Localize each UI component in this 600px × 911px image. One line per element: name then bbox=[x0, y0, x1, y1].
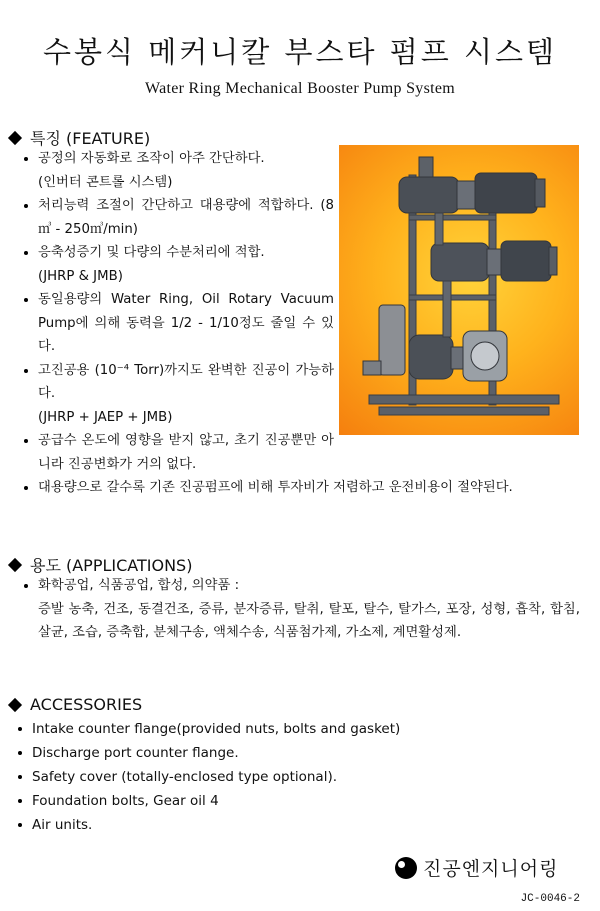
feature-list bbox=[24, 147, 513, 500]
accessory-item: Discharge port counter flange. bbox=[18, 741, 578, 765]
company-logo bbox=[395, 854, 558, 881]
top-coupling bbox=[457, 181, 475, 209]
feature-item-line: 처리능력 조절이 간단하고 대용량에 적합하다. (8㎥ - 250㎥/min) bbox=[38, 198, 334, 237]
feature-item-line: (JHRP + JAEP + JMB) bbox=[38, 409, 173, 425]
feature-item bbox=[24, 288, 334, 359]
feature-item-line: 고진공용 (10⁻⁴ Torr)까지도 완벽한 진공이 가능하다. bbox=[38, 362, 334, 401]
diamond-bullet-icon bbox=[8, 130, 22, 144]
accessories-list bbox=[18, 717, 578, 837]
feature-item bbox=[24, 194, 334, 241]
frame-beam bbox=[409, 215, 496, 220]
top-booster-body bbox=[399, 177, 459, 213]
applications-detail: 증발 농축, 건조, 동결건조, 증류, 분자증류, 탈취, 탈포, 탈수, 탈가스, 포장, 성형, 흡착, 합침, 살균, 조습, 증축합, 분체구송, 액체수송, 식품첨가제, 가소제, 계면활성제. bbox=[38, 601, 580, 640]
accessory-item: Intake counter flange(provided nuts, bolts and gasket) bbox=[18, 717, 578, 741]
accessory-item: Air units. bbox=[18, 813, 578, 837]
feature-item-line: 공정의 자동화로 조작이 아주 간단하다. bbox=[38, 151, 265, 166]
document-code: JC-0046-2 bbox=[520, 893, 580, 905]
base-rail bbox=[379, 407, 549, 415]
feature-item-line: 공급수 온도에 영향을 받지 않고, 초기 진공뿐만 아니라 진공변화가 거의 없다. bbox=[38, 433, 334, 472]
feature-item bbox=[24, 476, 593, 500]
booster-pump-illustration bbox=[339, 145, 579, 435]
separator-tank bbox=[379, 305, 405, 375]
feature-item-line: 응축성증기 및 다량의 수분처리에 적합. bbox=[38, 245, 265, 260]
feature-item-line: (JHRP & JMB) bbox=[38, 268, 123, 284]
applications-category: 화학공업, 식품공업, 합성, 의약품 : bbox=[38, 578, 240, 593]
feature-item-line: (인버터 콘트롤 시스템) bbox=[38, 174, 173, 190]
diamond-bullet-icon bbox=[8, 557, 22, 571]
company-name: 진공엔지니어링 bbox=[423, 858, 559, 880]
mid-booster-body bbox=[431, 243, 489, 281]
feature-heading bbox=[8, 126, 150, 149]
drain-pipe bbox=[363, 361, 381, 375]
accessories-heading-text: ACCESSORIES bbox=[30, 695, 143, 714]
top-inlet-pipe bbox=[419, 157, 433, 177]
company-logo-icon bbox=[395, 857, 417, 879]
feature-item-line: 대용량으로 갈수록 기존 진공펌프에 비해 투자비가 저렴하고 운전비용이 절약된다. bbox=[38, 480, 513, 495]
connecting-pipe bbox=[435, 213, 443, 245]
accessory-item: Safety cover (totally-enclosed type optional). bbox=[18, 765, 578, 789]
page-title-english: Water Ring Mechanical Booster Pump System bbox=[144, 80, 456, 97]
mid-motor bbox=[501, 241, 551, 281]
mid-motor-fan-cover bbox=[549, 247, 557, 275]
diamond-bullet-icon bbox=[8, 697, 22, 711]
feature-item bbox=[24, 429, 334, 476]
connecting-pipe bbox=[443, 281, 451, 337]
top-motor bbox=[475, 173, 537, 213]
top-motor-fan-cover bbox=[535, 179, 545, 207]
feature-item bbox=[24, 241, 334, 288]
frame-beam bbox=[409, 295, 496, 300]
applications-heading-text: 용도 (APPLICATIONS) bbox=[30, 556, 193, 575]
feature-item bbox=[24, 359, 334, 430]
feature-heading-text: 특징 (FEATURE) bbox=[30, 129, 151, 148]
feature-item bbox=[24, 147, 334, 194]
page-title-korean: 수봉식 메커니칼 부스타 펌프 시스템 bbox=[42, 35, 558, 69]
base-rail bbox=[369, 395, 559, 404]
applications-item bbox=[24, 574, 580, 645]
applications-heading bbox=[8, 553, 192, 576]
applications-list bbox=[24, 574, 580, 645]
motor-end-cap bbox=[471, 342, 499, 370]
accessories-heading bbox=[8, 695, 142, 714]
product-photo bbox=[339, 145, 579, 435]
accessory-item: Foundation bolts, Gear oil 4 bbox=[18, 789, 578, 813]
water-ring-pump bbox=[409, 335, 453, 379]
feature-item-line: 동일용량의 Water Ring, Oil Rotary Vacuum Pump에 의해 동력을 1/2 - 1/10정도 줄일 수 있다. bbox=[38, 292, 334, 354]
